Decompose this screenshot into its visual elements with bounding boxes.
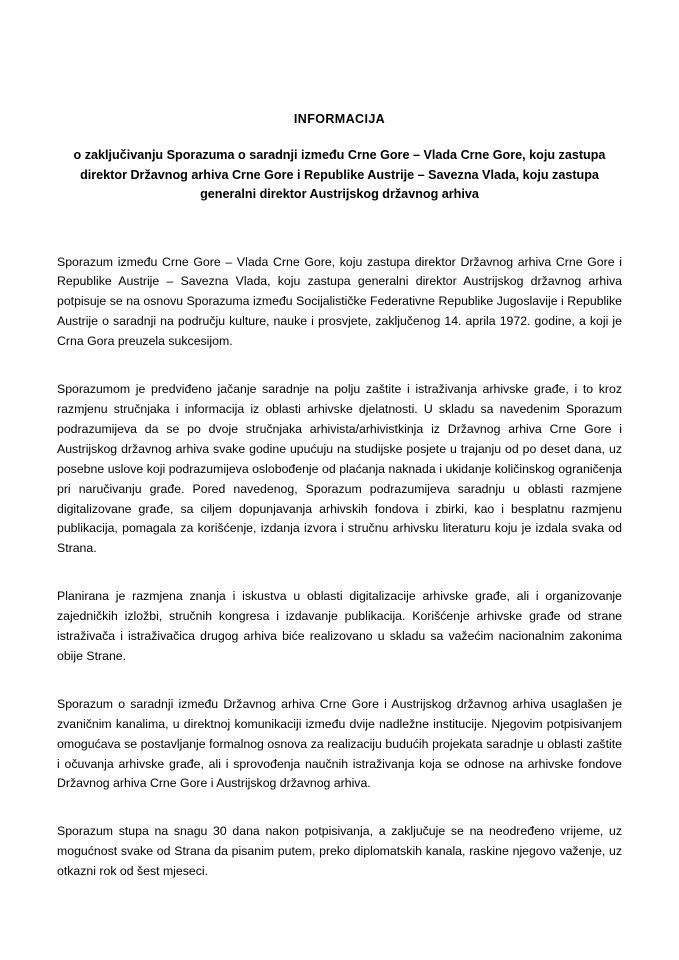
body-paragraph-3: Planirana je razmjena znanja i iskustva u oblasti digitalizacije arhivske građe, ali i organizovanje zajedničkih izložbi, stručnih kongresa i izdavanje publikacija. Korišćenje arhivske građe od strane istraživača i istraživačica drugog arhiva biće realizovano u skladu sa važećim nacionalnim zakonima obije Strane.	[57, 589, 622, 663]
body-paragraph-5: Sporazum stupa na snagu 30 dana nakon potpisivanja, a zaključuje se na neodređeno vrijeme, uz mogućnost svake od Strana da pisanim putem, preko diplomatskih kanala, raskine njegovo važenje, uz otkazni rok od šest mjeseci.	[57, 824, 622, 879]
body-paragraph-1: Sporazum između Crne Gore – Vlada Crne Gore, koju zastupa direktor Državnog arhiva Crne Gore i Republike Austrije – Savezna Vlada, koju zastupa generalni direktor Austrijskog državnog arhiva potpisuje se na osnovu Sporazuma između Socijalističke Federativne Republike Jugoslavije i Republike Austrije o saradnji na području kulture, nauke i prosvjete, zaključenog 14. aprila 1972. godine, a koji je Crna Gora preuzela sukcesijom.	[57, 254, 622, 349]
page-title: INFORMACIJA	[293, 112, 386, 126]
body-paragraph-2: Sporazumom je predviđeno jačanje saradnje na polju zaštite i istraživanja arhivske građe, i to kroz razmjenu stručnjaka i informacija iz oblasti arhivske djelatnosti. U skladu sa navedenim Sporazum podrazumijeva da se po dvoje stručnjaka arhivista/arhivistkinja iz Državnog arhiva Crne Gore i Austrijskog državnog arhiva svake godine upućuju na studijske posjete u trajanju od po deset dana, uz posebne uslove koji podrazumijeva oslobođenje od plaćanja naknada i ukidanje količinskog ograničenja pri naručivanju građe. Pored navedenog, Sporazum podrazumijeva saradnju u oblasti razmjene digitalizovane građe, sa ciljem dopunjavanja arhivskih fondova i zbirki, kao i besplatnu razmjenu publikacija, pomagala za korišćenje, izdanja izvora i stručnu arhivsku literaturu koju je izdala svaka od Strana.	[57, 382, 622, 556]
body-paragraph-4: Sporazum o saradnji između Državnog arhiva Crne Gore i Austrijskog državnog arhiva usaglašen je zvaničnim kanalima, u direktnoj komunikaciji između dvije nadležne institucije. Njegovim potpisivanjem omogućava se postavljanje formalnog osnova za realizaciju budućih projekata saradnje u oblasti zaštite i očuvanja arhivske građe, ali i sprovođenja naučnih istraživanja koja se odnose na arhivske fondove Državnog arhiva Crne Gore i Austrijskog državnog arhiva.	[57, 696, 622, 791]
document-subtitle: o zaključivanju Sporazuma o saradnji između Crne Gore – Vlada Crne Gore, koju zastupa direktor Državnog arhiva Crne Gore i Republike Austrije – Savezna Vlada, koju zastupa generalni direktor Austrijskog državnog arhiva	[73, 148, 606, 202]
